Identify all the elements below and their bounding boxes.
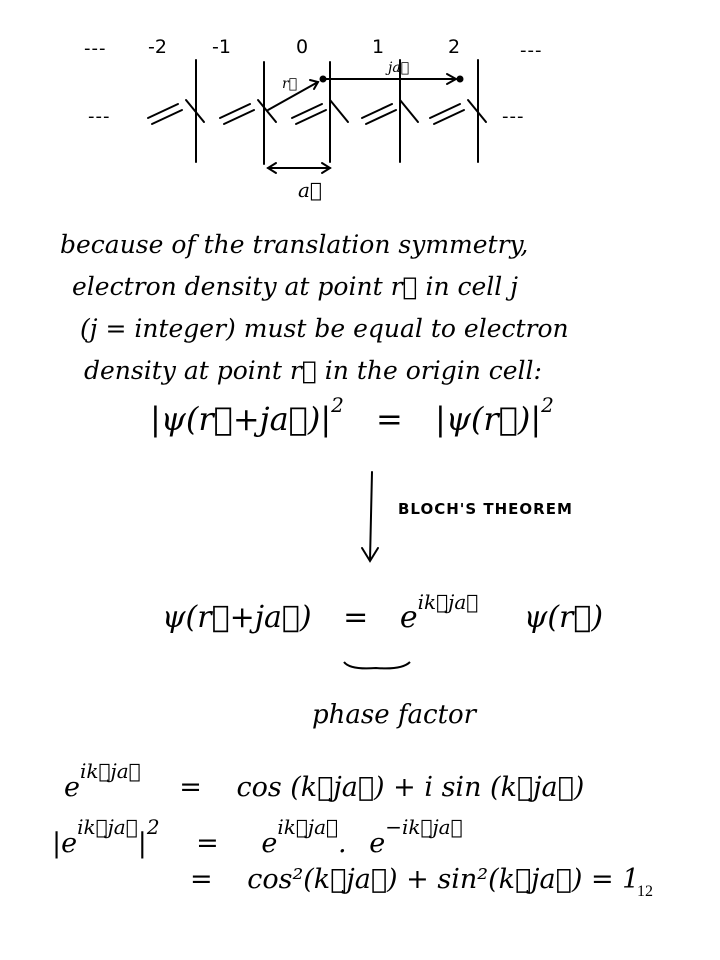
- lattice-right-ellipsis: ---: [520, 40, 543, 61]
- equation-modulus: [52, 815, 463, 859]
- cell-index-minus-2: -2: [148, 36, 167, 58]
- eq1-rhs: |ψ(r⃗)|: [435, 400, 542, 438]
- eq3-equals: =: [179, 772, 202, 803]
- text-line: density at point r⃗ in the origin cell:: [84, 356, 542, 385]
- eq5-equals: =: [190, 864, 213, 895]
- equation-identity: [190, 864, 639, 895]
- eq3-exponent: ik⃗ja⃗: [79, 759, 141, 783]
- cell-index-0: 0: [296, 36, 309, 58]
- phase-factor-label: phase factor: [312, 700, 477, 730]
- eq1-lhs-exponent: 2: [331, 393, 344, 417]
- page-number: 12: [637, 883, 653, 900]
- eq4-lhs-open: |e: [52, 828, 78, 859]
- point-r-dot: [320, 76, 327, 83]
- ja-vector-label: ja⃗: [388, 60, 410, 76]
- bloch-arrow: [350, 468, 390, 568]
- eq3-rhs: cos (k⃗ja⃗) + i sin (k⃗ja⃗): [236, 772, 585, 803]
- eq4-term2-base: e: [369, 828, 386, 859]
- r-vector-label: r⃗: [282, 76, 298, 92]
- chain-right-ellipsis: ---: [502, 106, 525, 127]
- cell-index-minus-1: -1: [212, 36, 231, 58]
- eq2-exponent: ik⃗ja⃗: [417, 590, 479, 614]
- eq4-term1-base: e: [261, 828, 278, 859]
- text-line: because of the translation symmetry,: [60, 230, 529, 259]
- eq2-exp-base: e: [399, 600, 418, 635]
- eq1-lhs: |ψ(r⃗+ja⃗)|: [150, 400, 332, 438]
- eq3-exp-base: e: [64, 772, 80, 803]
- point-r-plus-ja-dot: [457, 76, 464, 83]
- chain-left-ellipsis: ---: [88, 106, 111, 127]
- eq4-lhs-square: 2: [146, 815, 160, 839]
- eq4-equals: =: [196, 828, 219, 859]
- cell-index-2: 2: [448, 36, 461, 58]
- eq2-lhs: ψ(r⃗+ja⃗): [162, 600, 312, 635]
- a-vector-label: a⃗: [298, 178, 322, 202]
- eq4-term1-exponent: ik⃗ja⃗: [277, 815, 339, 839]
- text-line: (j = integer) must be equal to electron: [80, 314, 569, 343]
- eq2-equals: =: [343, 600, 369, 635]
- eq5-rhs: cos²(k⃗ja⃗) + sin²(k⃗ja⃗) = 1: [247, 864, 640, 895]
- eq2-rhs: ψ(r⃗): [523, 600, 604, 635]
- eq4-lhs-exponent: ik⃗ja⃗: [77, 815, 138, 839]
- lattice-drawing: [0, 0, 720, 210]
- lattice-left-ellipsis: ---: [84, 38, 107, 59]
- equation-euler: [64, 759, 585, 803]
- text-line: electron density at point r⃗ in cell j: [72, 272, 518, 301]
- eq4-term2-exponent: −ik⃗ja⃗: [385, 815, 463, 839]
- eq1-equals: =: [376, 400, 403, 438]
- phase-brace: [340, 656, 414, 680]
- eq4-lhs-close: |: [137, 828, 147, 859]
- bloch-theorem-label: BLOCH'S THEOREM: [398, 500, 573, 518]
- equation-bloch: [162, 590, 604, 635]
- eq1-rhs-exponent: 2: [541, 393, 554, 417]
- cell-index-1: 1: [372, 36, 385, 58]
- equation-density: [150, 393, 554, 438]
- explanation-paragraph: [60, 224, 680, 392]
- eq4-dot: .: [338, 828, 347, 859]
- atom-chain: [148, 100, 486, 124]
